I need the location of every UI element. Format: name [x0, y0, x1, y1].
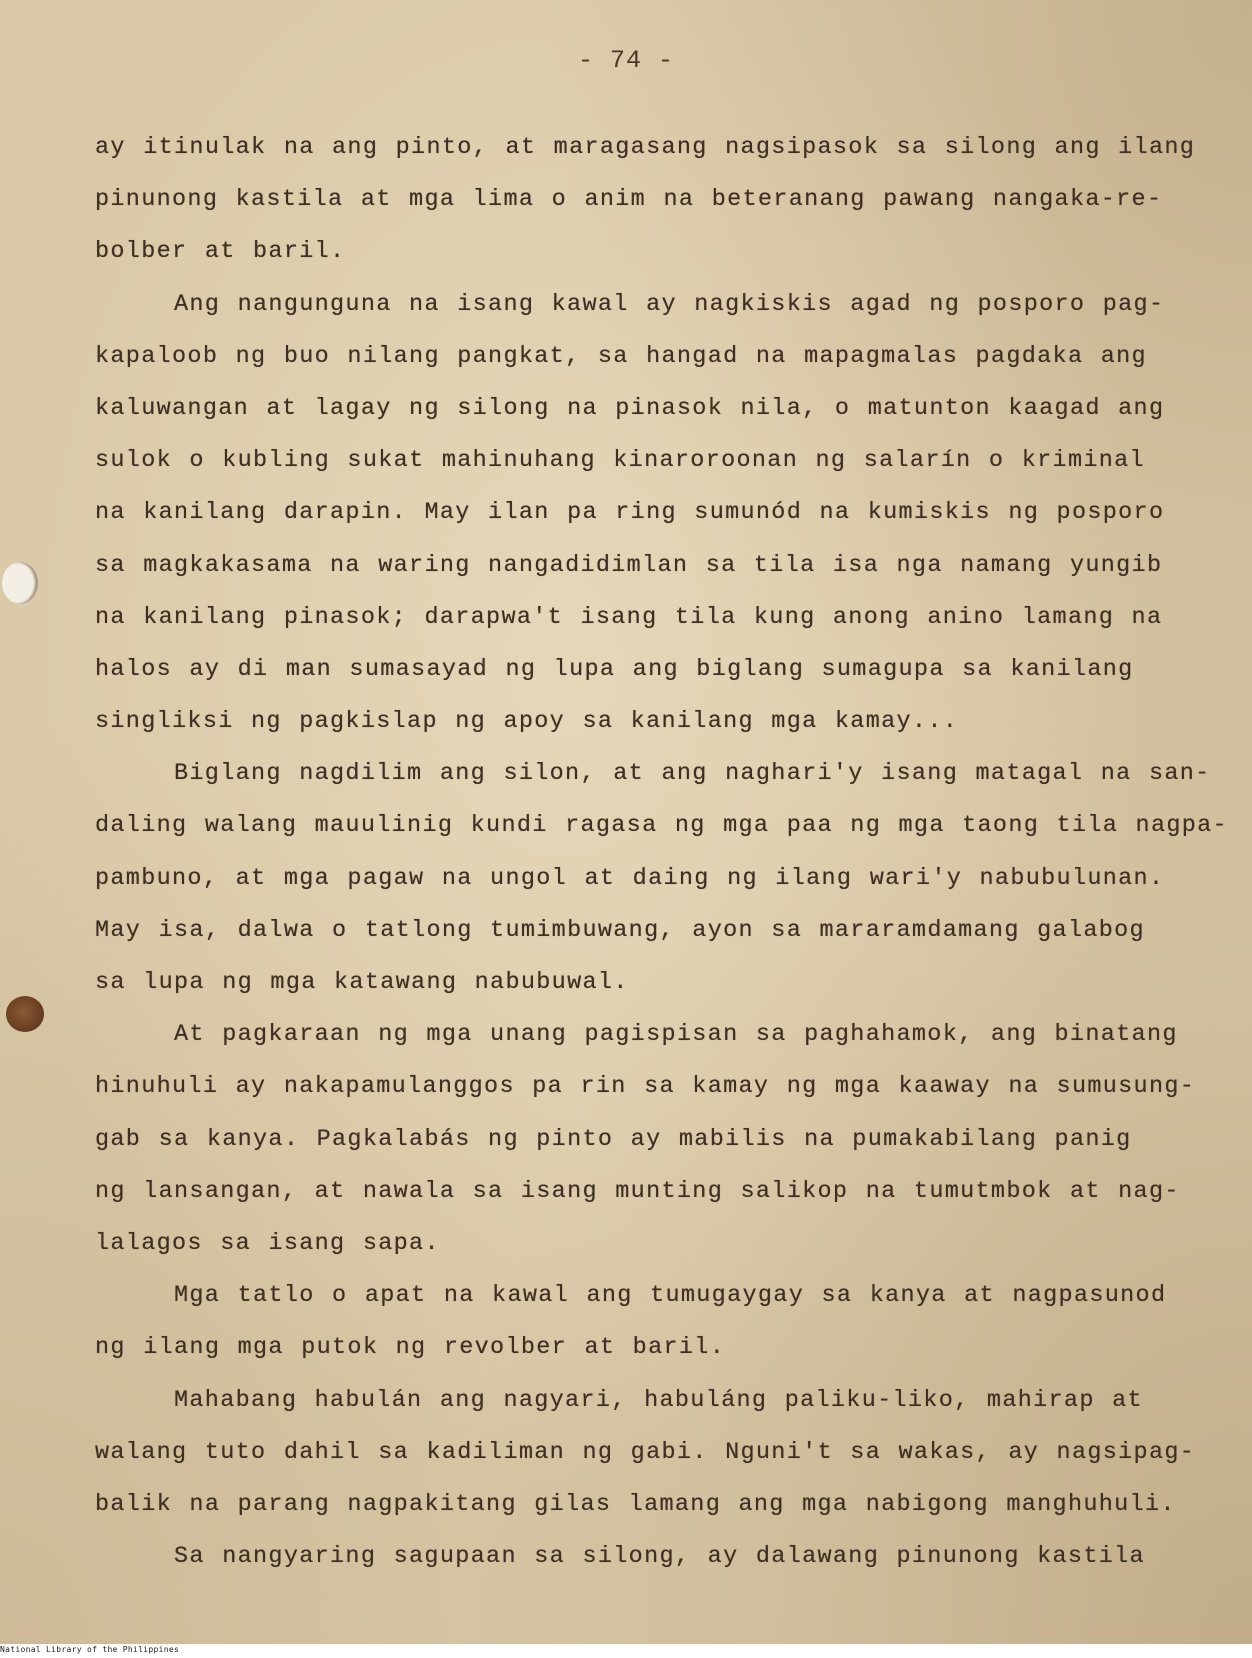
text-line: sulok o kubling sukat mahinuhang kinaroroonan ng salarín o kriminal [95, 447, 1145, 475]
text-line: May isa, dalwa o tatlong tumimbuwang, ayon sa mararamdamang galabog [95, 916, 1145, 944]
text-line: ay itinulak na ang pinto, at maragasang nagsipasok sa silong ang ilang [95, 134, 1196, 161]
text-line: pinunong kastila at mga lima o anim na beteranang pawang nangaka-re- [95, 186, 1163, 214]
punch-hole-top [2, 562, 38, 604]
text-line: daling walang mauulinig kundi ragasa ng mga paa ng mga taong tila nagpa- [95, 812, 1228, 840]
paragraph-start-line: Mga tatlo o apat na kawal ang tumugaygay sa kanya at nagpasunod [174, 1282, 1167, 1310]
library-credit-footer: National Library of the Philippines [0, 1645, 180, 1654]
document-text [95, 122, 1228, 1583]
text-line: halos ay di man sumasayad ng lupa ang biglang sumagupa sa kanilang [95, 655, 1134, 683]
text-line: na kanilang darapin. May ilan pa ring sumunód na kumiskis ng posporo [95, 499, 1165, 527]
text-line: bolber at baril. [95, 238, 346, 266]
text-line: hinuhuli ay nakapamulanggos pa rin sa kamay ng mga kaaway na sumusung- [95, 1073, 1196, 1101]
text-line: kaluwangan at lagay ng silong na pinasok nila, o matunton kaagad ang [95, 394, 1165, 422]
text-line: ng ilang mga putok ng revolber at baril. [95, 1334, 726, 1362]
text-line: sa lupa ng mga katawang nabubuwal. [95, 969, 629, 996]
text-line: pambuno, at mga pagaw na ungol at daing ng ilang wari'y nabubulunan. [95, 864, 1165, 892]
paragraph-start-line: Mahabang habulán ang nagyari, habuláng paliku-liko, mahirap at [174, 1386, 1143, 1414]
text-line: na kanilang pinasok; darapwa't isang tila kung anong anino lamang na [95, 603, 1163, 631]
punch-hole-bottom [6, 996, 44, 1032]
paragraph-start-line: Biglang nagdilim ang silon, at ang naghari'y isang matagal na san- [174, 760, 1211, 788]
text-line: kapaloob ng buo nilang pangkat, sa hangad na mapagmalas pagdaka ang [95, 342, 1147, 370]
text-line: singliksi ng pagkislap ng apoy sa kanilang mga kamay... [95, 708, 959, 736]
page-number: - 74 - [577, 46, 674, 75]
text-line: lalagos sa isang sapa. [95, 1229, 440, 1257]
text-line: sa magkakasama na waring nangadidimlan sa tila isa nga namang yungib [95, 551, 1163, 579]
text-line: balik na parang nagpakitang gilas lamang ang mga nabigong manghuhuli. [95, 1490, 1176, 1518]
paragraph-start-line: Ang nangunguna na isang kawal ay nagkiskis agad ng posporo pag- [174, 290, 1165, 318]
paragraph-start-line: Sa nangyaring sagupaan sa silong, ay dalawang pinunong kastila [174, 1543, 1145, 1571]
text-line: walang tuto dahil sa kadiliman ng gabi. Nguni't sa wakas, ay nagsipag- [95, 1438, 1196, 1466]
text-line: ng lansangan, at nawala sa isang munting salikop na tumutmbok at nag- [95, 1177, 1180, 1205]
text-line: gab sa kanya. Pagkalabás ng pinto ay mabilis na pumakabilang panig [95, 1125, 1132, 1153]
paragraph-start-line: At pagkaraan ng mga unang pagispisan sa paghahamok, ang binatang [174, 1021, 1178, 1049]
